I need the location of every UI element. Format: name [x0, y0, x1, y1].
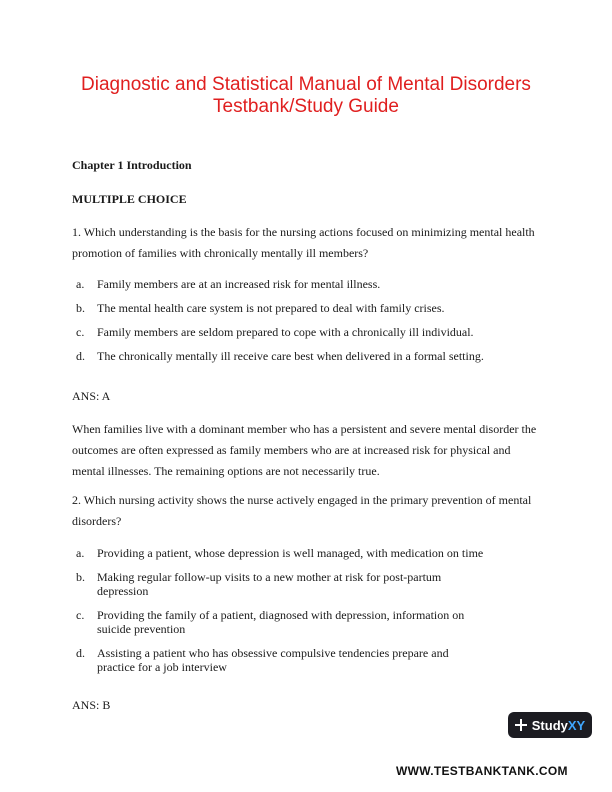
question-1-rationale: When families live with a dominant member who has a persistent and severe mental disorder the outcomes are often expressed as family members who are at increased risk for physical and mental illnesses. The remaining options are not necessarily true.: [72, 422, 537, 478]
option-letter: b.: [76, 301, 85, 315]
option-text: Providing the family of a patient, diagnosed with depression, information on suicide prevention: [97, 608, 465, 636]
badge-label: [532, 718, 585, 733]
option-text: Providing a patient, whose depression is well managed, with medication on time: [97, 546, 484, 560]
option-letter: c.: [76, 608, 85, 622]
option-text: Family members are seldom prepared to cope with a chronically ill individual.: [97, 325, 474, 339]
chapter-heading: Chapter 1 Introduction: [72, 158, 192, 172]
option-text: The mental health care system is not prepared to deal with family crises.: [97, 301, 445, 315]
option-letter: a.: [76, 277, 85, 291]
plus-icon: [515, 719, 527, 731]
option-letter: c.: [76, 325, 85, 339]
badge-label-main: Study: [531, 717, 568, 733]
option-text: The chronically mentally ill receive care best when delivered in a formal setting.: [97, 349, 484, 363]
option-letter: b.: [76, 570, 85, 584]
title-line-1: Diagnostic and Statistical Manual of Mental Disorders: [81, 74, 531, 95]
question-1-answer: ANS: A: [72, 389, 111, 403]
title-line-2: Testbank/Study Guide: [213, 96, 399, 117]
option-text: Making regular follow-up visits to a new mother at risk for post-partum depression: [97, 570, 442, 598]
option-letter: d.: [76, 646, 85, 660]
footer-url[interactable]: WWW.TESTBANKTANK.COM: [396, 764, 568, 778]
question-1-stem: 1. Which understanding is the basis for the nursing actions focused on minimizing mental health promotion of families with chronically mentally ill members?: [72, 225, 535, 260]
section-heading: MULTIPLE CHOICE: [72, 192, 187, 206]
option-letter: d.: [76, 349, 85, 363]
option-text: Family members are at an increased risk for mental illness.: [97, 277, 381, 291]
option-letter: a.: [76, 546, 85, 560]
option-text: Assisting a patient who has obsessive compulsive tendencies prepare and practice for a job interview: [97, 646, 449, 674]
question-2-stem: 2. Which nursing activity shows the nurse actively engaged in the primary prevention of mental disorders?: [72, 493, 532, 528]
question-2-answer: ANS: B: [72, 698, 111, 712]
studyxy-badge[interactable]: [508, 712, 592, 738]
badge-label-accent: XY: [567, 717, 586, 733]
